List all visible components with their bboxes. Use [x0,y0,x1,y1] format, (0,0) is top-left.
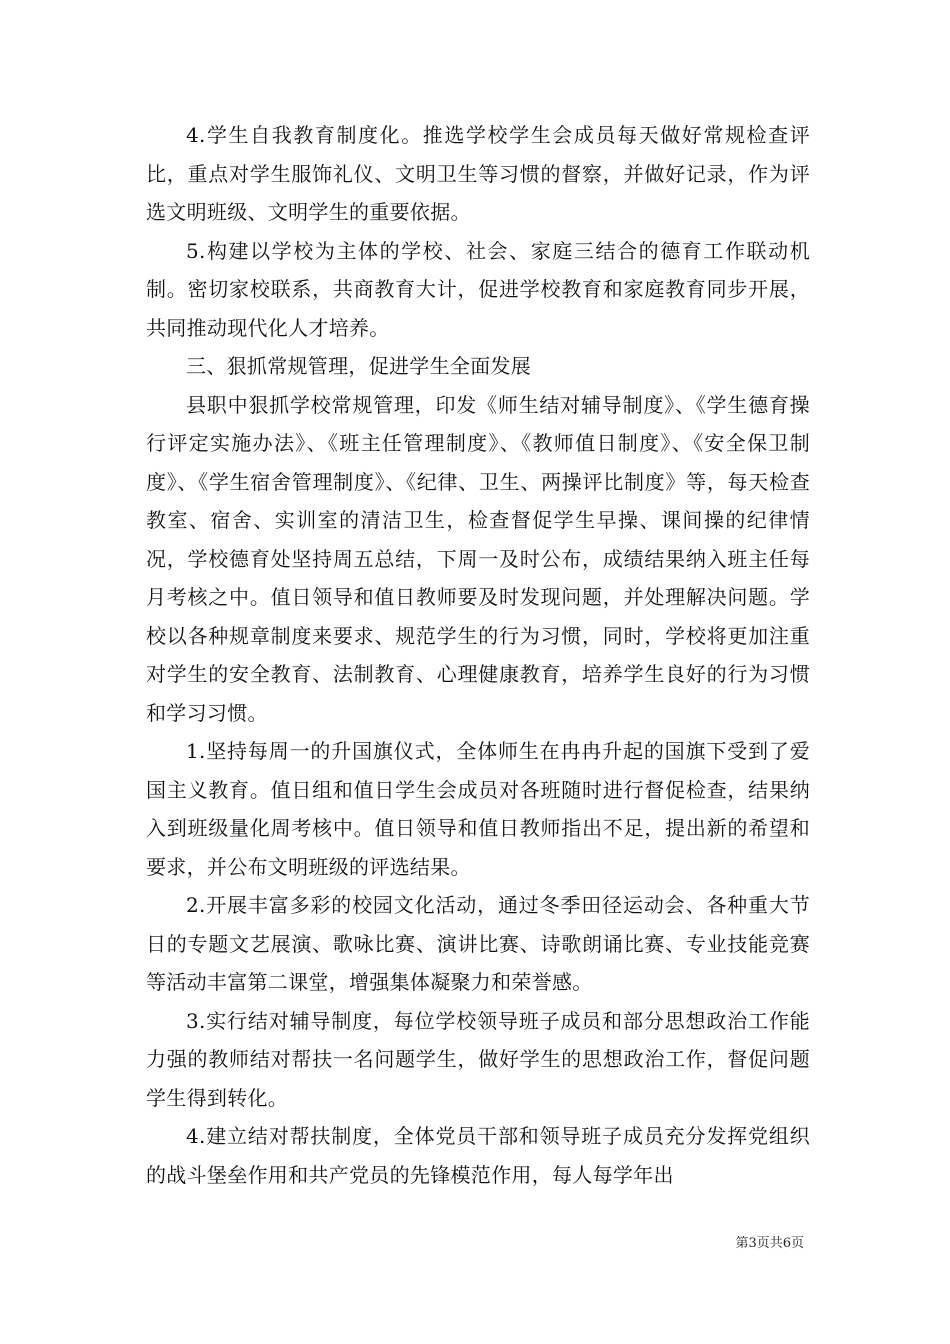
paragraph-routine-management-overview: 县职中狠抓学校常规管理，印发《师生结对辅导制度》、《学生德育操行评定实施办法》、《班主任管理制度》、《教师值日制度》、《安全保卫制度》、《学生宿舍管理制度》、《纪律、卫生、两操评比制度》等，每天检查教室、宿舍、实训室的清洁卫生，检查督促学生早操、课间操的纪律情况，学校德育处坚持周五总结，下周一及时公布，成绩结果纳入班主任每月考核之中。值日领导和值日教师要及时发现问题，并处理解决问题。学校以各种规章制度来要求、规范学生的行为习惯，同时，学校将更加注重对学生的安全教育、法制教育、心理健康教育，培养学生良好的行为习惯和学习习惯。 [146,392,810,725]
section-heading-routine-management: 三、狠抓常规管理，促进学生全面发展 [186,354,532,378]
paragraph-item-3-pairing-tutoring: 3.实行结对辅导制度，每位学校领导班子成员和部分思想政治工作能力强的教师结对帮扶一名问题学生，做好学生的思想政治工作，督促问题学生得到转化。 [146,1008,810,1110]
paragraph-item-2-campus-activities: 2.开展丰富多彩的校园文化活动，通过冬季田径运动会、各种重大节日的专题文艺展演、歌咏比赛、演讲比赛、诗歌朗诵比赛、专业技能竞赛等活动丰富第二课堂，增强集体凝聚力和荣誉感。 [146,893,810,994]
document-body [146,116,810,1194]
paragraph-item-4-student-self-education: 4.学生自我教育制度化。推选学校学生会成员每天做好常规检查评比，重点对学生服饰礼仪、文明卫生等习惯的督察，并做好记录，作为评选文明班级、文明学生的重要依据。 [146,123,810,224]
page-number: 第3页共6页 [735,1236,804,1251]
paragraph-item-4-party-assistance: 4.建立结对帮扶制度，全体党员干部和领导班子成员充分发挥党组织的战斗堡垒作用和共产党员的先锋模范作用，每人每学年出 [146,1124,810,1187]
paragraph-item-1-flag-ceremony: 1.坚持每周一的升国旗仪式，全体师生在冉冉升起的国旗下受到了爱国主义教育。值日组和值日学生会成员对各班随时进行督促检查，结果纳入到班级量化周考核中。值日领导和值日教师指出不足，提出新的希望和要求，并公布文明班级的评选结果。 [146,739,810,879]
paragraph-item-5-home-school-mechanism: 5.构建以学校为主体的学校、社会、家庭三结合的德育工作联动机制。密切家校联系，共商教育大计，促进学校教育和家庭教育同步开展，共同推动现代化人才培养。 [146,238,810,340]
